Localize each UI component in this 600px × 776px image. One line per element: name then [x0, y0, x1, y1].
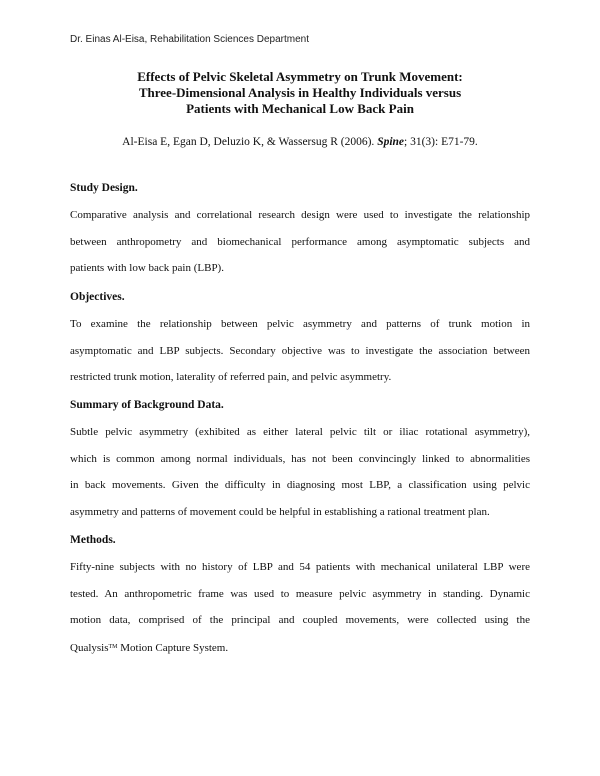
paragraph-line: in back movements. Given the difficulty in diagnosing most LBP, a classification using pelvic [70, 479, 530, 491]
line-remainder: Motion Capture System. [117, 641, 229, 654]
title-line: Patients with Mechanical Low Back Pain [186, 101, 414, 116]
paragraph-line: restricted trunk motion, laterality of referred pain, and pelvic asymmetry. [70, 371, 392, 383]
paragraph-line: tested. An anthropometric frame was used to measure pelvic asymmetry in standing. Dynamic [70, 587, 530, 600]
objectives-heading: Objectives. [70, 291, 125, 303]
paragraph-line: Subtle pelvic asymmetry (exhibited as either lateral pelvic tilt or iliac rotational asymmetry), [70, 426, 530, 438]
running-header: Dr. Einas Al-Eisa, Rehabilitation Sciences Department [70, 34, 310, 45]
background-paragraph [70, 425, 530, 531]
title-line: Three-Dimensional Analysis in Healthy Individuals versus [138, 85, 462, 100]
citation-journal: Spine [377, 136, 405, 148]
methods-paragraph [70, 560, 530, 666]
citation-volume: ; 31(3): E71-79. [404, 136, 478, 148]
methods-heading: Methods. [70, 534, 116, 546]
paragraph-line: which is common among normal individuals, has not been convincingly linked to abnormalities [70, 452, 530, 465]
paragraph-line: asymptomatic and LBP subjects. Secondary objective was to investigate the association between [70, 344, 530, 357]
trademark-mark: TM [108, 643, 118, 650]
paragraph-line: patients with low back pain (LBP). [70, 262, 224, 274]
study-design-paragraph [70, 208, 530, 288]
paragraph-line: Fifty-nine subjects with no history of LBP and 54 patients with mechanical unilateral LBP were [70, 561, 530, 573]
citation-authors: Al-Eisa E, Egan D, Deluzio K, & Wassersug R (2006). [122, 136, 375, 148]
paragraph-line: To examine the relationship between pelvic asymmetry and patterns of trunk motion in [70, 318, 530, 330]
paragraph-line: Comparative analysis and correlational research design were used to investigate the relationship [70, 209, 530, 221]
study-design-heading: Study Design. [70, 182, 138, 194]
paragraph-line: between anthropometry and biomechanical performance among asymptomatic subjects and [70, 235, 530, 248]
citation [60, 135, 540, 149]
product-name: Qualysis [70, 641, 109, 654]
paragraph-line [70, 640, 530, 667]
paragraph-line: asymmetry and patterns of movement could be helpful in establishing a rational treatment plan. [70, 505, 490, 518]
objectives-paragraph [70, 317, 530, 397]
background-heading: Summary of Background Data. [70, 399, 224, 411]
title-line: Effects of Pelvic Skeletal Asymmetry on Trunk Movement: [137, 69, 463, 84]
paper-title [60, 69, 540, 117]
paragraph-line: motion data, comprised of the principal and coupled movements, were collected using the [70, 614, 530, 626]
